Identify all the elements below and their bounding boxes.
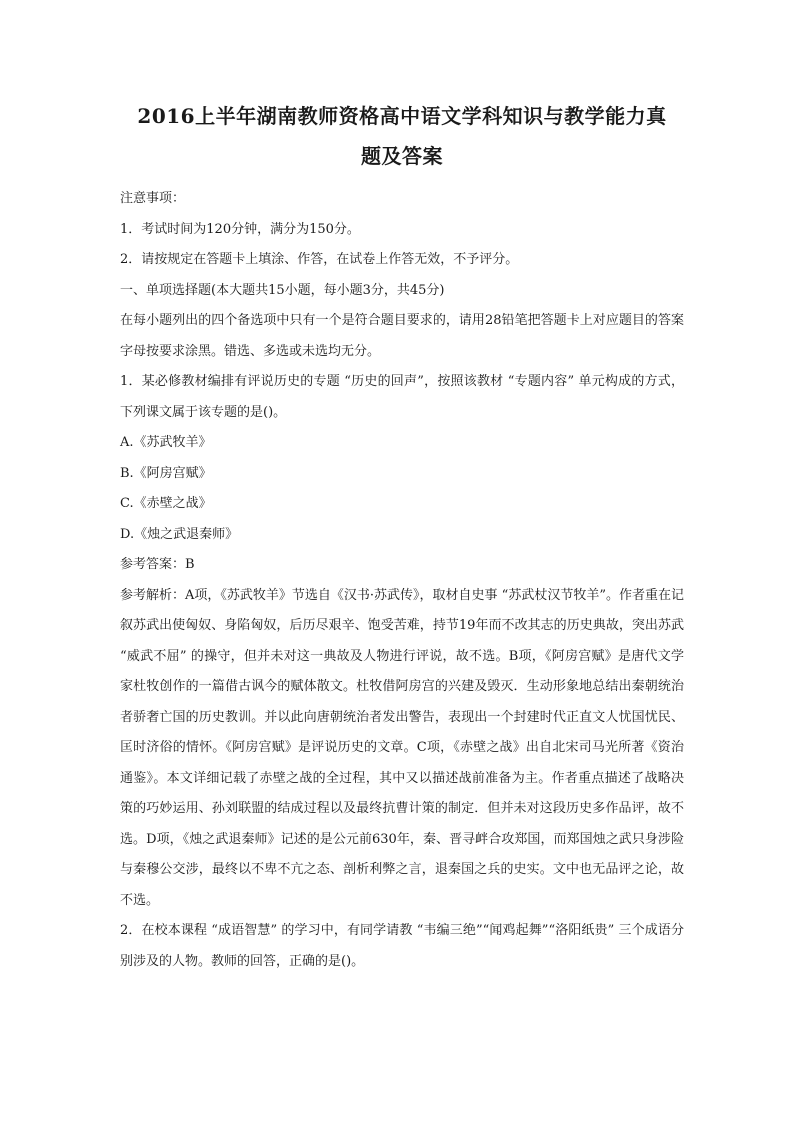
document-title: [120, 96, 684, 176]
notice-item-1: 1．考试时间为120分钟，满分为150分。: [120, 221, 360, 237]
question-1: 1．某必修教材编排有评说历史的专题 “历史的回声”，按照该教材 “专题内容” 单元构成的方式，下列课文属于该专题的是()。: [120, 374, 684, 420]
answer-1: 参考答案：B: [120, 557, 195, 572]
option-d: D.《烛之武退秦师》: [120, 526, 239, 542]
explanation-1: 参考解析：A项，《苏武牧羊》节选自《汉书·苏武传》，取材自史事 “苏武杖汉节牧羊”。作者重在记叙苏武出使匈奴、身陷匈奴，后历尽艰辛、饱受苦难，持节19年而不改其志的历史典故，突出苏武 “威武不屈” 的操守，但并未对这一典故及人物进行评说，故不选。B项，《阿房宫赋》是唐代文学家杜牧创作的一篇借古讽今的赋体散文。杜牧借阿房宫的兴建及毁灭．生动形象地总结出秦朝统治者骄奢亡国的历史教训。并以此向唐朝统治者发出警告，表现出一个封建时代正直文人忧国忧民、匡时济俗的情怀。《阿房宫赋》是评说历史的文章。C项，《赤壁之战》出自北宋司马光所著《资治通鉴》。本文详细记载了赤壁之战的全过程，其中又以描述战前准备为主。作者重点描述了战略决策的巧妙运用、孙刘联盟的结成过程以及最终抗曹计策的制定．但并未对这段历史多作品评，故不选。D项，《烛之武退秦师》记述的是公元前630年，秦、晋寻衅合攻郑国，而郑国烛之武只身涉险与秦穆公交涉，最终以不卑不亢之态、剖析利弊之言，退秦国之兵的史实。文中也无品评之论，故不选。: [120, 587, 684, 908]
document-body: [120, 184, 684, 977]
question-2: 2．在校本课程 “成语智慧” 的学习中，有同学请教 “韦编三绝”“闻鸡起舞”“洛阳纸贵” 三个成语分别涉及的人物。教师的回答，正确的是()。: [120, 923, 684, 969]
option-b: B.《阿房宫赋》: [120, 465, 212, 481]
notice-heading: 注意事项：: [120, 191, 186, 206]
title-line-2: 题及答案: [361, 144, 443, 168]
section-instructions: 在每小题列出的四个备选项中只有一个是符合题目要求的，请用28铅笔把答题卡上对应题目的答案字母按要求涂黑。错选、多选或未选均无分。: [120, 313, 684, 359]
title-line-1: 2016上半年湖南教师资格高中语文学科知识与教学能力真: [137, 104, 667, 128]
section-heading: 一、单项选择题(本大题共15小题，每小题3分，共45分): [120, 282, 445, 298]
notice-item-2: 2．请按规定在答题卡上填涂、作答，在试卷上作答无效，不予评分。: [120, 252, 519, 267]
option-c: C.《赤壁之战》: [120, 496, 212, 511]
option-a: A.《苏武牧羊》: [120, 435, 212, 450]
